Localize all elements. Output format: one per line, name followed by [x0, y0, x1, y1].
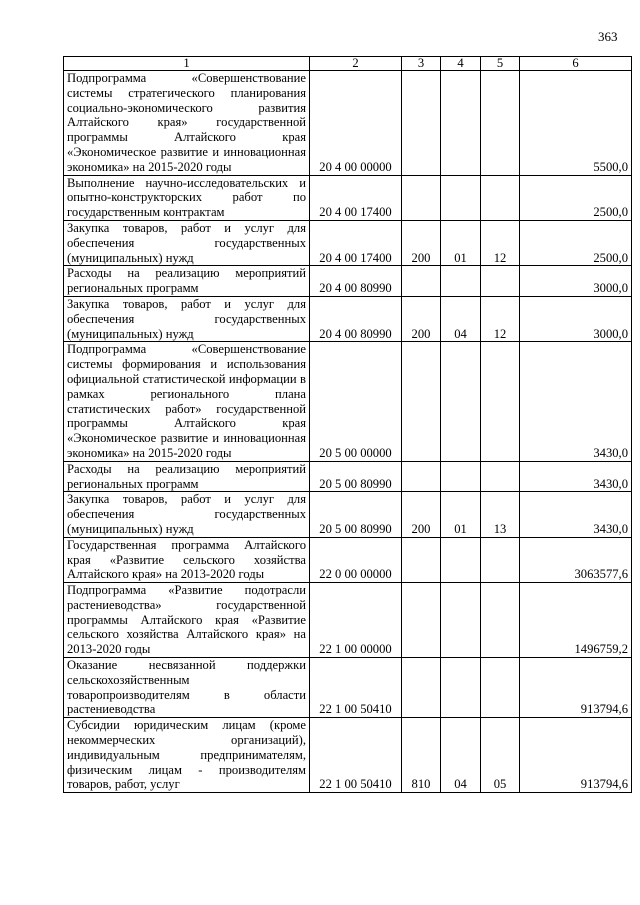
subsection-cell [481, 658, 520, 718]
table-row [64, 658, 632, 718]
table-row [64, 71, 632, 176]
expense-name-cell: Выполнение научно-исследовательских и опытно-конструкторских работ по государственным контрактам [64, 175, 310, 220]
target-code-cell: 20 4 00 00000 [310, 71, 402, 176]
expense-type-cell [402, 658, 441, 718]
amount-cell: 2500,0 [520, 220, 632, 265]
section-cell [441, 266, 481, 297]
table-row [64, 220, 632, 265]
expense-name-cell: Расходы на реализацию мероприятий региональных программ [64, 461, 310, 492]
section-cell [441, 342, 481, 461]
expense-name-cell: Подпрограмма «Совершенствование системы стратегического планирования социально-экономического развития Алтайского края» государственной программы Алтайского края «Экономическое развитие и инновационная экономика» на 2015-2020 годы [64, 71, 310, 176]
target-code-cell: 20 5 00 00000 [310, 342, 402, 461]
amount-cell: 3000,0 [520, 296, 632, 341]
amount-cell: 3430,0 [520, 492, 632, 537]
section-cell [441, 583, 481, 658]
section-cell [441, 461, 481, 492]
expense-type-cell: 200 [402, 220, 441, 265]
section-cell [441, 537, 481, 582]
subsection-cell [481, 461, 520, 492]
column-number: 5 [481, 57, 520, 71]
table-row [64, 266, 632, 297]
subsection-cell: 13 [481, 492, 520, 537]
table-row [64, 342, 632, 461]
expense-type-cell: 200 [402, 492, 441, 537]
table-row [64, 175, 632, 220]
expense-type-cell [402, 71, 441, 176]
section-cell: 01 [441, 492, 481, 537]
section-cell [441, 175, 481, 220]
section-cell: 01 [441, 220, 481, 265]
subsection-cell: 12 [481, 220, 520, 265]
expense-type-cell: 200 [402, 296, 441, 341]
expense-name-cell: Оказание несвязанной поддержки сельскохозяйственным товаропроизводителям в области растениеводства [64, 658, 310, 718]
expense-name-cell: Субсидии юридическим лицам (кроме некоммерческих организаций), индивидуальным предпринимателям, физическим лицам - производителям товаров, работ, услуг [64, 718, 310, 793]
subsection-cell: 05 [481, 718, 520, 793]
subsection-cell [481, 175, 520, 220]
amount-cell: 913794,6 [520, 658, 632, 718]
expense-name-cell: Расходы на реализацию мероприятий региональных программ [64, 266, 310, 297]
subsection-cell [481, 342, 520, 461]
table-row [64, 492, 632, 537]
expense-type-cell: 810 [402, 718, 441, 793]
expense-name-cell: Закупка товаров, работ и услуг для обеспечения государственных (муниципальных) нужд [64, 296, 310, 341]
expense-name-cell: Подпрограмма «Совершенствование системы формирования и использования официальной статистической информации в рамках регионального плана статистических работ» государственной программы Алтайского края «Экономическое развитие и инновационная экономика» на 2015-2020 годы [64, 342, 310, 461]
section-cell [441, 658, 481, 718]
budget-table [63, 56, 632, 793]
target-code-cell: 22 1 00 50410 [310, 658, 402, 718]
target-code-cell: 20 5 00 80990 [310, 461, 402, 492]
subsection-cell: 12 [481, 296, 520, 341]
table-row [64, 537, 632, 582]
table-row [64, 461, 632, 492]
column-number: 4 [441, 57, 481, 71]
subsection-cell [481, 583, 520, 658]
column-number: 2 [310, 57, 402, 71]
expense-type-cell [402, 537, 441, 582]
table-row [64, 296, 632, 341]
amount-cell: 3063577,6 [520, 537, 632, 582]
subsection-cell [481, 537, 520, 582]
expense-name-cell: Государственная программа Алтайского края «Развитие сельского хозяйства Алтайского края» на 2013-2020 годы [64, 537, 310, 582]
column-number: 3 [402, 57, 441, 71]
subsection-cell [481, 71, 520, 176]
expense-type-cell [402, 266, 441, 297]
amount-cell: 5500,0 [520, 71, 632, 176]
amount-cell: 3430,0 [520, 342, 632, 461]
section-cell: 04 [441, 296, 481, 341]
expense-name-cell: Подпрограмма «Развитие подотрасли растениеводства» государственной программы Алтайского края «Развитие сельского хозяйства Алтайского края» на 2013-2020 годы [64, 583, 310, 658]
target-code-cell: 20 5 00 80990 [310, 492, 402, 537]
expense-type-cell [402, 461, 441, 492]
amount-cell: 913794,6 [520, 718, 632, 793]
table-row [64, 718, 632, 793]
target-code-cell: 22 1 00 00000 [310, 583, 402, 658]
target-code-cell: 20 4 00 80990 [310, 296, 402, 341]
target-code-cell: 22 1 00 50410 [310, 718, 402, 793]
subsection-cell [481, 266, 520, 297]
amount-cell: 1496759,2 [520, 583, 632, 658]
column-number-row [64, 57, 632, 71]
target-code-cell: 20 4 00 17400 [310, 175, 402, 220]
target-code-cell: 22 0 00 00000 [310, 537, 402, 582]
expense-name-cell: Закупка товаров, работ и услуг для обеспечения государственных (муниципальных) нужд [64, 492, 310, 537]
target-code-cell: 20 4 00 80990 [310, 266, 402, 297]
budget-table-body [64, 57, 632, 793]
expense-name-cell: Закупка товаров, работ и услуг для обеспечения государственных (муниципальных) нужд [64, 220, 310, 265]
expense-type-cell [402, 583, 441, 658]
target-code-cell: 20 4 00 17400 [310, 220, 402, 265]
section-cell [441, 71, 481, 176]
page-number: 363 [598, 29, 618, 44]
amount-cell: 3430,0 [520, 461, 632, 492]
section-cell: 04 [441, 718, 481, 793]
column-number: 6 [520, 57, 632, 71]
amount-cell: 2500,0 [520, 175, 632, 220]
expense-type-cell [402, 342, 441, 461]
table-row [64, 583, 632, 658]
amount-cell: 3000,0 [520, 266, 632, 297]
column-number: 1 [64, 57, 310, 71]
expense-type-cell [402, 175, 441, 220]
